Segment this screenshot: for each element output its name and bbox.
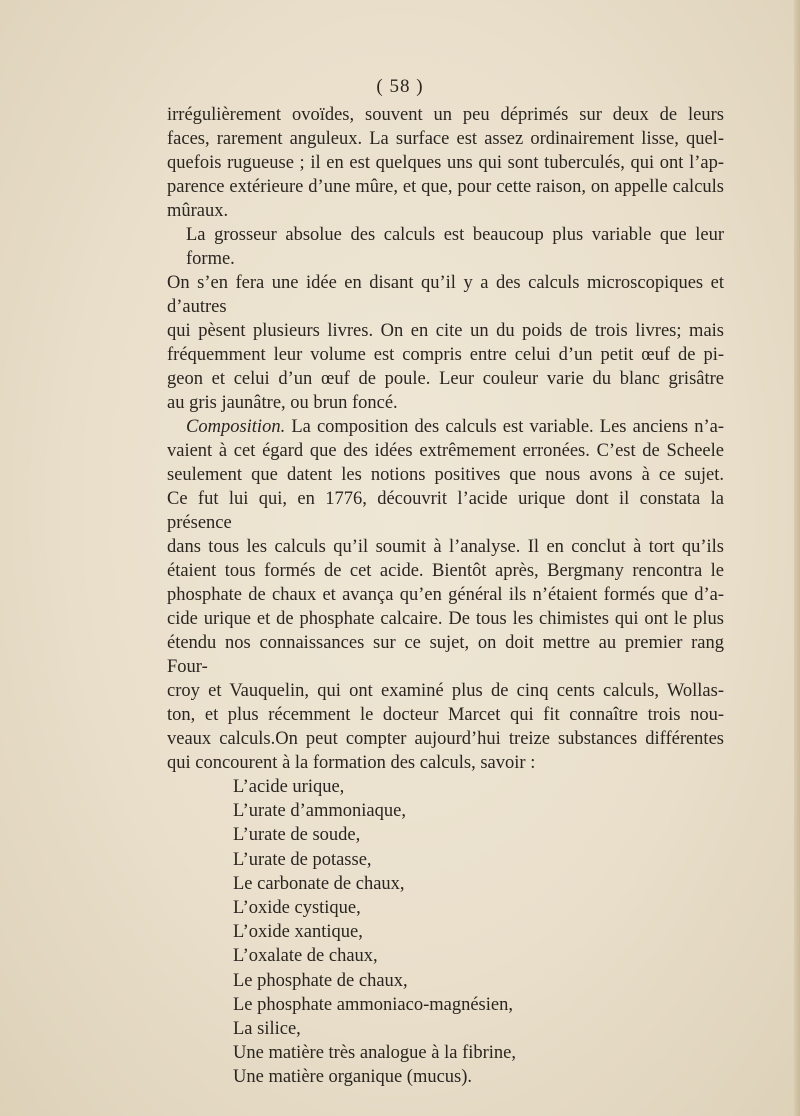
text-line: étendu nos connaissances sur ce sujet, on doit mettre au premier rang Four- bbox=[167, 633, 724, 677]
list-item: Le phosphate ammoniaco-magnésien, bbox=[233, 994, 513, 1015]
text-line: La grosseur absolue des calculs est beaucoup plus variable que leur forme. bbox=[186, 225, 724, 269]
page-number: ( 58 ) bbox=[376, 76, 424, 97]
text-line: qui concourent à la formation des calculs, savoir : bbox=[167, 753, 536, 773]
text-fragment: La composition des calculs est variable. Les anciens n’a- bbox=[285, 417, 724, 437]
paragraph-composition bbox=[167, 415, 724, 775]
list-item: L’acide urique, bbox=[233, 777, 345, 797]
text-line: au gris jaunâtre, ou brun foncé. bbox=[167, 393, 398, 413]
paragraph-size bbox=[167, 223, 724, 415]
list-item: L’oxide cystique, bbox=[233, 898, 361, 919]
text-line: On s’en fera une idée en disant qu’il y a des calculs microscopiques et d’autres bbox=[167, 273, 724, 317]
text-line: phosphate de chaux et avança qu’en général ils n’étaient formés que d’a- bbox=[167, 585, 724, 605]
list-item: Le phosphate de chaux, bbox=[233, 970, 408, 991]
text-line: faces, rarement anguleux. La surface est assez ordinairement lisse, quel- bbox=[167, 129, 724, 149]
list-item: L’urate de soude, bbox=[233, 825, 361, 846]
text-line bbox=[167, 415, 724, 439]
text-line: étaient tous formés de cet acide. Bientôt après, Bergmany rencontra le bbox=[167, 561, 724, 581]
text-line: ton, et plus récemment le docteur Marcet qui fit connaître trois nou- bbox=[167, 705, 724, 725]
list-item: L’oxide xantique, bbox=[233, 922, 363, 943]
text-line: Ce fut lui qui, en 1776, découvrit l’acide urique dont il constata la présence bbox=[167, 489, 724, 533]
body-text bbox=[167, 103, 724, 1090]
text-line: veaux calculs.On peut compter aujourd’hui treize substances différentes bbox=[167, 729, 724, 749]
section-run-in-heading: Composition. bbox=[186, 417, 286, 437]
text-line: parence extérieure d’une mûre, et que, pour cette raison, on appelle calculs bbox=[167, 177, 724, 197]
list-item: Une matière très analogue à la fibrine, bbox=[233, 1043, 517, 1064]
list-item: La silice, bbox=[233, 1019, 301, 1040]
text-line: mûraux. bbox=[167, 201, 229, 221]
text-line: dans tous les calculs qu’il soumit à l’analyse. Il en conclut à tort qu’ils bbox=[167, 537, 724, 557]
text-line: seulement que datent les notions positives que nous avons à ce sujet. bbox=[167, 465, 724, 485]
page-edge bbox=[794, 0, 800, 1116]
text-line: qui pèsent plusieurs livres. On en cite un du poids de trois livres; mais bbox=[167, 321, 724, 341]
list-item: L’urate de potasse, bbox=[233, 849, 372, 870]
list-item: Une matière organique (mucus). bbox=[233, 1067, 473, 1088]
text-line: quefois rugueuse ; il en est quelques uns qui sont tuberculés, qui ont l’ap- bbox=[167, 153, 724, 173]
substance-list bbox=[167, 775, 724, 1090]
text-line: cide urique et de phosphate calcaire. De tous les chimistes qui ont le plus bbox=[167, 609, 724, 629]
paragraph-shape bbox=[167, 103, 724, 223]
text-line: vaient à cet égard que des idées extrêmement erronées. C’est de Scheele bbox=[167, 441, 724, 461]
text-line: geon et celui d’un œuf de poule. Leur couleur varie du blanc grisâtre bbox=[167, 369, 724, 389]
text-line: fréquemment leur volume est compris entre celui d’un petit œuf de pi- bbox=[167, 345, 724, 365]
text-line: irrégulièrement ovoïdes, souvent un peu déprimés sur deux de leurs bbox=[167, 105, 724, 125]
list-item: L’urate d’ammoniaque, bbox=[233, 801, 406, 822]
list-item: L’oxalate de chaux, bbox=[233, 946, 378, 967]
text-line: croy et Vauquelin, qui ont examiné plus de cinq cents calculs, Wollas- bbox=[167, 681, 724, 701]
list-item: Le carbonate de chaux, bbox=[233, 873, 405, 894]
